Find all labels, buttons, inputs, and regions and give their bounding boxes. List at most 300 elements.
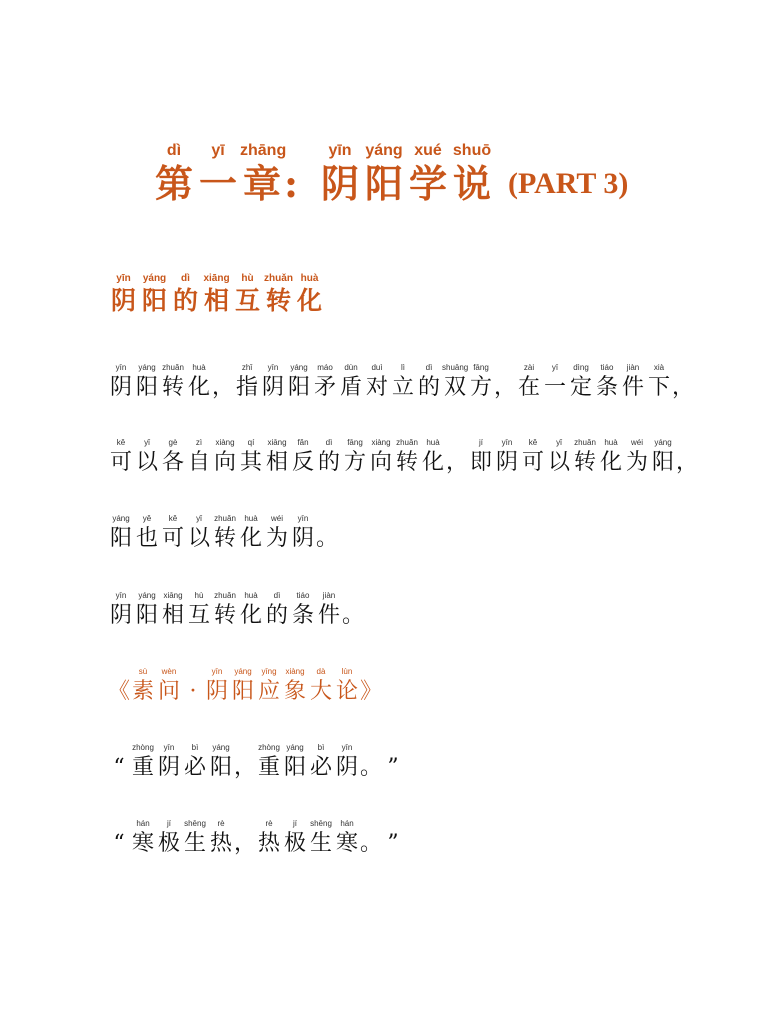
pinyin: gè <box>168 438 178 447</box>
pinyin: xià <box>653 363 665 372</box>
hanzi: 为 <box>625 450 648 475</box>
hanzi: 转 <box>213 603 236 628</box>
ruby-character <box>308 742 334 782</box>
quote-line-1 <box>108 742 768 782</box>
ruby-character <box>516 362 542 402</box>
hanzi: 大 <box>309 679 332 704</box>
hanzi: 的 <box>317 450 340 475</box>
pinyin: shuāng <box>442 363 469 372</box>
hanzi: 生 <box>309 831 332 856</box>
hanzi: 阳 <box>651 450 674 475</box>
ruby-character <box>468 437 494 477</box>
ruby-character <box>134 590 160 630</box>
pinyin: bì <box>191 743 199 752</box>
ruby-character <box>362 140 406 206</box>
hanzi: 阴 <box>495 450 518 475</box>
pinyin: yáng <box>138 591 156 600</box>
hanzi: 件 <box>621 375 644 400</box>
ruby-character <box>134 513 160 553</box>
pinyin: xué <box>414 142 442 159</box>
hanzi: 向 <box>213 450 236 475</box>
pinyin: yáng <box>234 667 252 676</box>
ruby-character <box>308 818 334 858</box>
pinyin: huà <box>244 514 258 523</box>
hanzi: 。 <box>360 755 383 780</box>
hanzi: 矛 <box>313 375 336 400</box>
punctuation <box>234 818 256 858</box>
ruby-character <box>316 437 342 477</box>
pinyin: zì <box>195 438 203 447</box>
hanzi: 定 <box>569 375 592 400</box>
ruby-character <box>594 362 620 402</box>
hanzi: 指 <box>235 375 258 400</box>
pinyin: yáng <box>112 514 130 523</box>
ruby-character <box>160 437 186 477</box>
ruby-character <box>186 590 212 630</box>
pinyin: yīn <box>163 743 175 752</box>
ruby-character <box>264 437 290 477</box>
hanzi: 互 <box>234 286 260 315</box>
pinyin: dà <box>316 667 326 676</box>
pinyin: yǐ <box>196 514 202 523</box>
hanzi: 化 <box>599 450 622 475</box>
hanzi: 素 <box>131 679 154 704</box>
ruby-character <box>201 272 232 316</box>
pinyin: shēng <box>310 819 332 828</box>
pinyin: kě <box>116 438 126 447</box>
hanzi: 热 <box>257 831 280 856</box>
hanzi: 可 <box>109 450 132 475</box>
pinyin <box>676 437 698 449</box>
pinyin: xiāng <box>163 591 183 600</box>
ruby-character <box>160 590 186 630</box>
ruby-character <box>256 818 282 858</box>
source-citation <box>108 666 768 706</box>
page-title <box>152 140 768 206</box>
hanzi: 互 <box>187 603 210 628</box>
hanzi: 相 <box>203 286 229 315</box>
quote-line-2 <box>108 818 768 858</box>
hanzi: “ <box>113 831 125 856</box>
pinyin: wéi <box>270 514 283 523</box>
punctuation <box>360 742 382 782</box>
title-part-label: (PART 3) <box>508 167 629 200</box>
pinyin <box>342 590 364 602</box>
hanzi: “ <box>113 755 125 780</box>
hanzi: 。 <box>360 831 383 856</box>
ruby-character <box>186 362 212 402</box>
pinyin <box>234 818 256 830</box>
ruby-character <box>232 272 263 316</box>
hanzi: 双 <box>443 375 466 400</box>
ruby-character <box>286 362 312 402</box>
hanzi: 也 <box>135 526 158 551</box>
pinyin: jí <box>479 438 483 447</box>
hanzi: 的 <box>417 375 440 400</box>
pinyin <box>360 818 382 830</box>
ruby-character <box>234 362 260 402</box>
hanzi: 自 <box>187 450 210 475</box>
ruby-character <box>108 272 139 316</box>
ruby-character <box>196 140 240 206</box>
pinyin: fāng <box>347 438 363 447</box>
hanzi: 说 <box>452 161 491 206</box>
ruby-character <box>208 818 234 858</box>
ruby-character <box>108 513 134 553</box>
hanzi: 化 <box>239 603 262 628</box>
ruby-character <box>282 742 308 782</box>
pinyin: yīn <box>297 514 309 523</box>
pinyin <box>182 666 204 678</box>
pinyin: yáng <box>654 438 672 447</box>
hanzi: 。 <box>342 603 365 628</box>
punctuation <box>382 742 404 782</box>
section-heading <box>108 272 768 316</box>
hanzi: 阳 <box>209 755 232 780</box>
hanzi: 重 <box>257 755 280 780</box>
hanzi: ， <box>234 831 257 856</box>
pinyin: huà <box>604 438 618 447</box>
hanzi: 立 <box>391 375 414 400</box>
punctuation <box>212 362 234 402</box>
punctuation <box>108 666 130 706</box>
hanzi: 相 <box>161 603 184 628</box>
hanzi: 即 <box>469 450 492 475</box>
pinyin: wèn <box>161 667 177 676</box>
hanzi: 一 <box>543 375 566 400</box>
pinyin: kě <box>528 438 538 447</box>
hanzi: 以 <box>135 450 158 475</box>
pinyin: zài <box>523 363 535 372</box>
punctuation <box>672 362 694 402</box>
pinyin: hù <box>194 591 204 600</box>
punctuation <box>342 590 364 630</box>
ruby-character <box>334 742 360 782</box>
ruby-character <box>316 590 342 630</box>
hanzi: 《 <box>108 679 131 704</box>
ruby-character <box>238 590 264 630</box>
hanzi: 相 <box>265 450 288 475</box>
pinyin: huà <box>192 363 206 372</box>
hanzi: 阴 <box>261 375 284 400</box>
pinyin <box>382 818 404 830</box>
hanzi: ， <box>234 755 257 780</box>
pinyin: yīn <box>116 273 131 284</box>
ruby-character <box>139 272 170 316</box>
ruby-character <box>204 666 230 706</box>
hanzi: 以 <box>547 450 570 475</box>
ruby-character <box>108 437 134 477</box>
pinyin: dì <box>425 363 433 372</box>
pinyin: yīn <box>501 438 513 447</box>
ruby-character <box>282 666 308 706</box>
pinyin <box>108 666 130 678</box>
pinyin: yáng <box>290 363 308 372</box>
ruby-character <box>182 742 208 782</box>
pinyin: zhuǎn <box>264 273 293 284</box>
punctuation <box>108 818 130 858</box>
hanzi: 生 <box>183 831 206 856</box>
pinyin: yáng <box>365 142 403 159</box>
pinyin: yīn <box>115 363 127 372</box>
pinyin: yáng <box>286 743 304 752</box>
pinyin: dùn <box>344 363 358 372</box>
ruby-character <box>212 437 238 477</box>
hanzi: 的 <box>172 286 198 315</box>
ruby-character <box>212 590 238 630</box>
hanzi: 阳 <box>141 286 167 315</box>
hanzi: ” <box>387 755 399 780</box>
ruby-character <box>342 437 368 477</box>
ruby-character <box>260 362 286 402</box>
hanzi: 一 <box>198 161 237 206</box>
ruby-character <box>308 666 334 706</box>
hanzi: 向 <box>369 450 392 475</box>
pinyin <box>672 362 694 374</box>
pinyin: huà <box>244 591 258 600</box>
hanzi: 阴 <box>109 375 132 400</box>
ruby-character <box>208 742 234 782</box>
ruby-character <box>256 666 282 706</box>
pinyin: wéi <box>630 438 643 447</box>
pinyin: yīn <box>328 142 352 159</box>
pinyin: yǐ <box>144 438 150 447</box>
pinyin: zhuǎn <box>214 591 236 600</box>
hanzi: 阳 <box>287 375 310 400</box>
hanzi: 反 <box>291 450 314 475</box>
pinyin: xiàng <box>285 667 305 676</box>
punctuation <box>382 818 404 858</box>
pinyin: qí <box>247 438 255 447</box>
hanzi: 阳 <box>135 375 158 400</box>
ruby-character <box>186 437 212 477</box>
pinyin: yáng <box>212 743 230 752</box>
pinyin <box>446 437 468 449</box>
hanzi: 转 <box>161 375 184 400</box>
hanzi: 方 <box>469 375 492 400</box>
hanzi: 必 <box>183 755 206 780</box>
ruby-character <box>263 272 294 316</box>
ruby-character <box>442 362 468 402</box>
pinyin: duì <box>371 363 383 372</box>
ruby-character <box>620 362 646 402</box>
ruby-character <box>256 742 282 782</box>
ruby-character <box>156 666 182 706</box>
pinyin: xiāng <box>203 273 230 284</box>
ruby-character <box>364 362 390 402</box>
pinyin: zhuǎn <box>214 514 236 523</box>
paragraph-line-3 <box>108 513 768 553</box>
hanzi: 阴 <box>320 161 359 206</box>
hanzi: 在 <box>517 375 540 400</box>
ruby-character <box>568 362 594 402</box>
ruby-character <box>650 437 676 477</box>
hanzi: 阳 <box>283 755 306 780</box>
pinyin: yīn <box>267 363 279 372</box>
ruby-character <box>156 742 182 782</box>
paragraph-line-4 <box>108 590 768 630</box>
hanzi: ， <box>494 375 517 400</box>
ruby-character <box>238 513 264 553</box>
hanzi: 阳 <box>231 679 254 704</box>
punctuation <box>316 513 338 553</box>
hanzi: · <box>189 679 197 704</box>
hanzi: 阳 <box>109 526 132 551</box>
pinyin: dì <box>166 142 182 159</box>
ruby-character <box>108 362 134 402</box>
ruby-character <box>186 513 212 553</box>
hanzi: 化 <box>187 375 210 400</box>
pinyin: yě <box>142 514 152 523</box>
pinyin: lùn <box>341 667 353 676</box>
hanzi: 以 <box>187 526 210 551</box>
punctuation <box>360 818 382 858</box>
punctuation <box>446 437 468 477</box>
hanzi: 化 <box>296 286 322 315</box>
ruby-character <box>264 590 290 630</box>
hanzi: 象 <box>283 679 306 704</box>
pinyin: rè <box>217 819 225 828</box>
ruby-character <box>468 362 494 402</box>
pinyin: zhǐ <box>241 363 253 372</box>
ruby-character <box>134 362 160 402</box>
ruby-character <box>170 272 201 316</box>
pinyin: rè <box>265 819 273 828</box>
pinyin: hù <box>241 273 254 284</box>
ruby-character <box>160 362 186 402</box>
hanzi: 阴 <box>335 755 358 780</box>
pinyin: zhāng <box>240 142 287 159</box>
pinyin: hán <box>340 819 354 828</box>
pinyin: tiáo <box>296 591 310 600</box>
pinyin: bì <box>317 743 325 752</box>
pinyin: sù <box>138 667 148 676</box>
hanzi: 化 <box>421 450 444 475</box>
pinyin: yīn <box>211 667 223 676</box>
ruby-character <box>572 437 598 477</box>
ruby-character <box>282 818 308 858</box>
ruby-character <box>152 140 196 206</box>
hanzi: 为 <box>265 526 288 551</box>
pinyin: dì <box>181 273 190 284</box>
hanzi: 应 <box>257 679 280 704</box>
hanzi: 可 <box>161 526 184 551</box>
ruby-character <box>134 437 160 477</box>
title-colon: : <box>284 161 299 206</box>
pinyin: jiàn <box>626 363 640 372</box>
hanzi: 热 <box>209 831 232 856</box>
pinyin: yáng <box>142 273 167 284</box>
pinyin <box>108 742 130 754</box>
ruby-character <box>450 140 494 206</box>
hanzi: 对 <box>365 375 388 400</box>
paragraph-line-2 <box>108 437 768 477</box>
punctuation <box>182 666 204 706</box>
hanzi: 章 <box>242 161 281 206</box>
pinyin <box>234 742 256 754</box>
pinyin: huà <box>300 273 319 284</box>
pinyin <box>108 818 130 830</box>
ruby-character <box>420 437 446 477</box>
hanzi: 阴 <box>110 286 136 315</box>
pinyin <box>360 742 382 754</box>
pinyin <box>212 362 234 374</box>
punctuation <box>676 437 698 477</box>
hanzi: 转 <box>573 450 596 475</box>
ruby-character <box>520 437 546 477</box>
hanzi: ， <box>446 450 469 475</box>
pinyin: máo <box>317 363 333 372</box>
hanzi: 其 <box>239 450 262 475</box>
pinyin: yǐ <box>556 438 562 447</box>
hanzi: 各 <box>161 450 184 475</box>
pinyin: zhuǎn <box>162 363 184 372</box>
ruby-character <box>394 437 420 477</box>
pinyin: xiàng <box>215 438 235 447</box>
ruby-character <box>160 513 186 553</box>
hanzi: ， <box>676 450 699 475</box>
pinyin: shuō <box>452 142 492 159</box>
punctuation <box>360 666 382 706</box>
ruby-character <box>338 362 364 402</box>
hanzi: 极 <box>157 831 180 856</box>
ruby-character <box>646 362 672 402</box>
pinyin: jiàn <box>322 591 336 600</box>
pinyin: lì <box>401 363 405 372</box>
hanzi: 可 <box>521 450 544 475</box>
ruby-character <box>182 818 208 858</box>
ruby-character <box>406 140 450 206</box>
pinyin: zhòng <box>258 743 280 752</box>
ruby-character <box>108 590 134 630</box>
ruby-character <box>130 818 156 858</box>
pinyin <box>316 513 338 525</box>
hanzi: 条 <box>291 603 314 628</box>
ruby-character <box>156 818 182 858</box>
pinyin: hán <box>136 819 150 828</box>
pinyin: zhuǎn <box>396 438 418 447</box>
ruby-character <box>312 362 338 402</box>
hanzi: 论 <box>335 679 358 704</box>
pinyin: dì <box>325 438 333 447</box>
pinyin: yīn <box>115 591 127 600</box>
ruby-character <box>294 272 325 316</box>
ruby-character <box>264 513 290 553</box>
pinyin: dìng <box>573 363 589 372</box>
punctuation <box>494 362 516 402</box>
hanzi: 。 <box>316 526 339 551</box>
ruby-character <box>318 140 362 206</box>
hanzi: 转 <box>213 526 236 551</box>
hanzi: 的 <box>265 603 288 628</box>
ruby-character <box>290 513 316 553</box>
hanzi: 寒 <box>131 831 154 856</box>
hanzi: 寒 <box>335 831 358 856</box>
hanzi: 阳 <box>364 161 403 206</box>
hanzi: 方 <box>343 450 366 475</box>
pinyin: tiáo <box>600 363 614 372</box>
punctuation <box>234 742 256 782</box>
hanzi: 重 <box>131 755 154 780</box>
hanzi: ” <box>387 831 399 856</box>
ruby-character <box>230 666 256 706</box>
pinyin: jí <box>167 819 171 828</box>
pinyin: jí <box>293 819 297 828</box>
hanzi: 必 <box>309 755 332 780</box>
ruby-character <box>542 362 568 402</box>
hanzi: 学 <box>408 161 447 206</box>
hanzi: 下 <box>647 375 670 400</box>
